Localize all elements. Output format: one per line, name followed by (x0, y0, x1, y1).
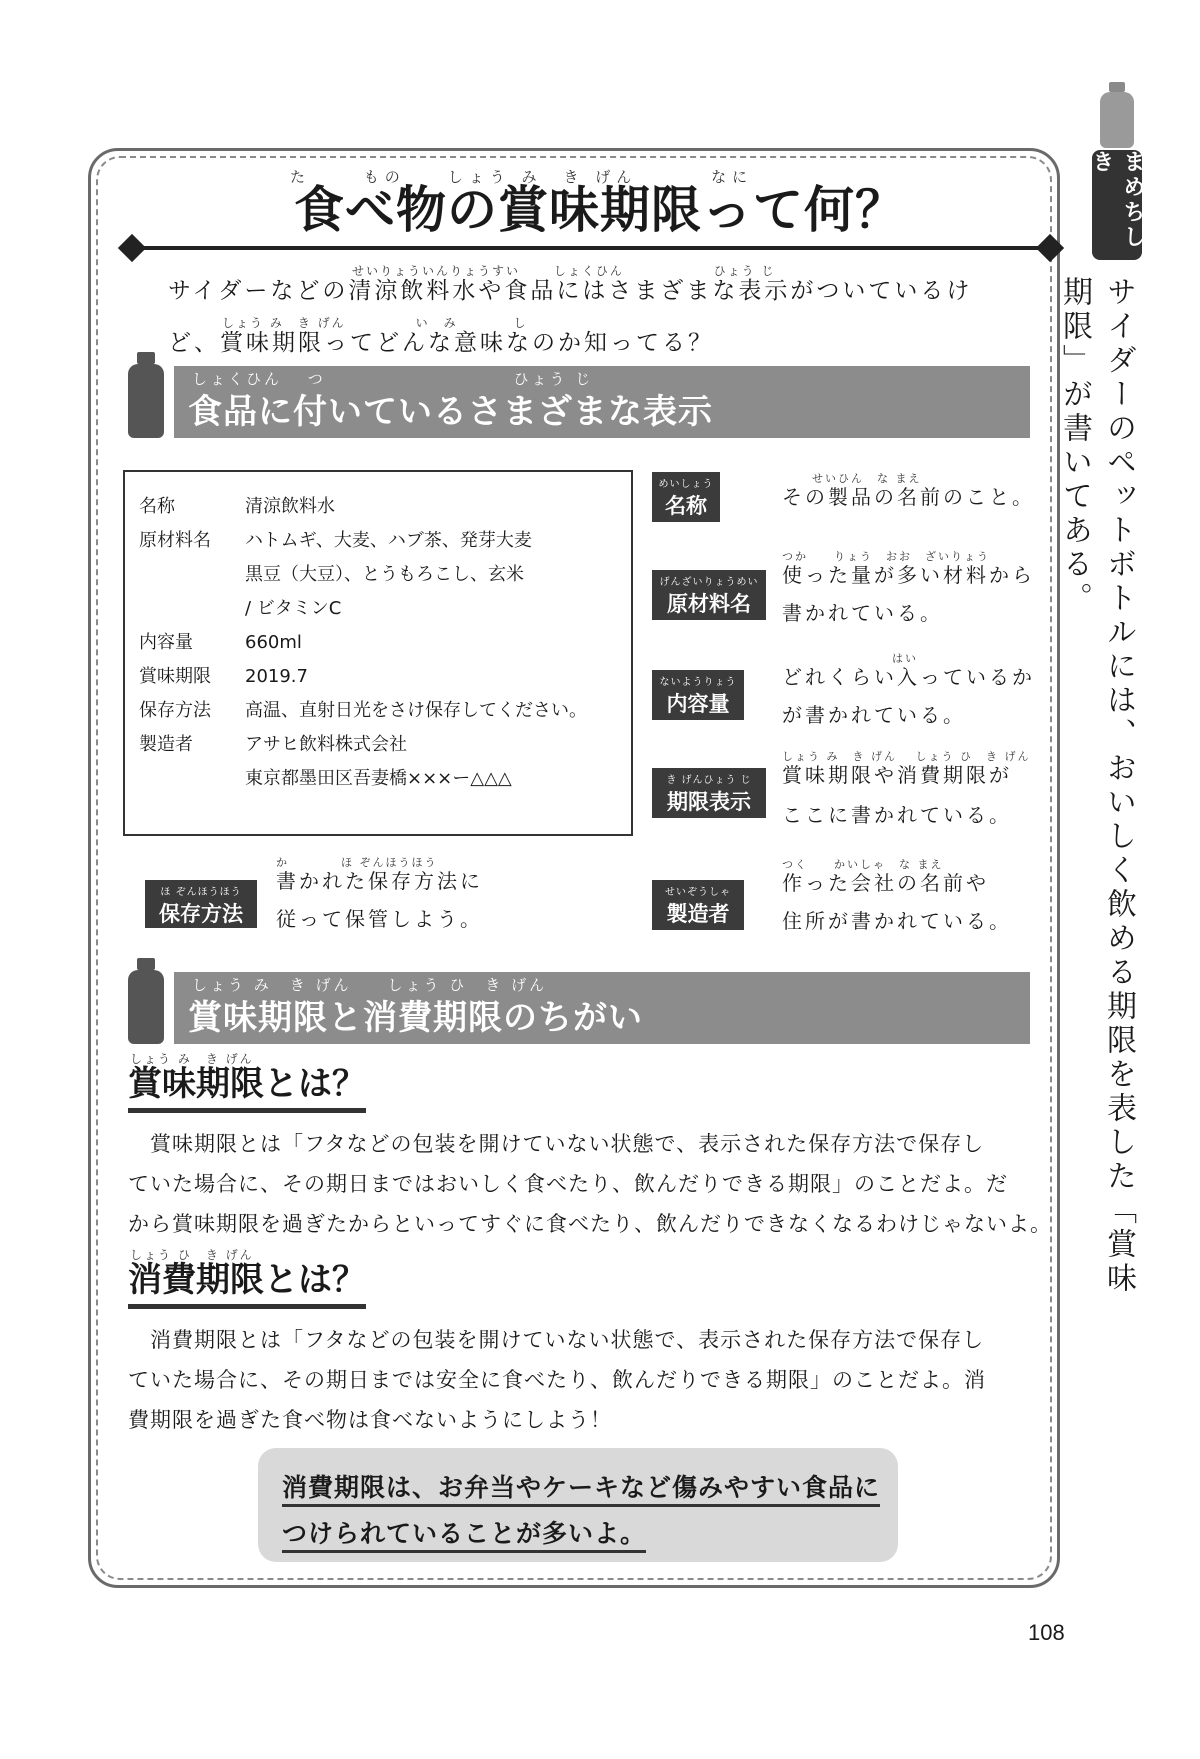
tag-name-desc: その製品の名前のこと。 (782, 485, 1035, 509)
label-row: 原材料名 ハトムギ、大麦、ハブ茶、発芽大麦 (139, 530, 532, 551)
tag-ingredients: げんざいりょうめい 原材料名 (652, 570, 766, 620)
tag-ingredients-desc2: 書かれている。 (782, 601, 943, 625)
note-box (258, 1448, 898, 1562)
label-row: 名称 清涼飲料水 (139, 496, 335, 517)
section1-furigana: しょくひん つ ひょう じ (192, 370, 594, 388)
paragraph-line: ていた場合に、その期日までは安全に食べたり、飲んだりできる期限」のことだよ。消 (128, 1368, 986, 1392)
label-row: 内容量 660ml (139, 632, 302, 653)
paragraph-line: 費期限を過ぎた食べ物は食べないようにしよう！ (128, 1408, 612, 1432)
use-by-heading: 消費期限とは？ (128, 1258, 366, 1309)
paragraph-line: ていた場合に、その期日まではおいしく食べたり、飲んだりできる期限」のことだよ。だ (128, 1172, 1008, 1196)
best-before-paragraph (128, 1124, 1052, 1244)
best-before-heading-furigana: しょう み き げん (130, 1052, 254, 1066)
note-line1: 消費期限は、お弁当やケーキなど傷みやすい食品に (282, 1468, 880, 1507)
section2-furigana: しょう み き げん しょう ひ き げん (192, 976, 548, 994)
best-before-heading: 賞味期限とは？ (128, 1062, 366, 1113)
tag-contents-desc1: どれくらい入っているか (782, 665, 1035, 689)
tag-ingredients-desc1: 使った量が多い材料から (782, 563, 1035, 587)
intro-line1: サイダーなどの清涼飲料水や食品にはさまざまな表示がついているけ (168, 278, 973, 304)
note-line2: つけられていることが多いよ。 (282, 1514, 646, 1553)
tag-name: めいしょう 名称 (652, 472, 720, 522)
section-band-difference (174, 972, 1030, 1044)
label-row: / ビタミンC (245, 598, 342, 619)
tag-maker-desc2: 住所が書かれている。 (782, 909, 1012, 933)
title-furigana: た もの しょう み き げん なに (290, 168, 754, 186)
sidebar-text: サイダーのペットボトルには、おいしく飲める期限を表した「賞味期限」が書いてある。 (1057, 276, 1136, 1296)
tag-storage-desc2: 従って保管しよう。 (276, 907, 483, 931)
tag-storage: ほ ぞんほうほう 保存方法 (145, 880, 257, 928)
use-by-heading-furigana: しょう ひ き げん (130, 1248, 254, 1262)
paragraph-line: から賞味期限を過ぎたからといってすぐに食べたり、飲んだりできなくなるわけじゃないよ。 (128, 1212, 1052, 1236)
intro-line1-furigana: せいりょういんりょうすい しょくひん ひょう じ (352, 264, 776, 278)
label-row: 東京都墨田区吾妻橋×××ー△△△ (245, 768, 512, 789)
tag-expiry-desc-furigana: しょう み き げん しょう ひ き げん (782, 750, 1031, 763)
page-title: 食べ物の賞味期限って何？ (294, 181, 906, 239)
label-row: 製造者 アサヒ飲料株式会社 (139, 734, 407, 755)
tag-contents-desc-furigana: はい (892, 652, 918, 665)
tag-storage-desc-furigana: か ほ ぞんほうほう (276, 856, 438, 869)
tag-contents: ないようりょう 内容量 (652, 670, 744, 720)
use-by-paragraph (128, 1320, 1034, 1440)
tag-maker: せいぞうしゃ 製造者 (652, 880, 744, 930)
label-row: 賞味期限 2019.7 (139, 666, 308, 687)
tag-ingredients-desc-furigana: つか りょう おお ざいりょう (782, 550, 990, 563)
tag-maker-desc-furigana: つく かいしゃ な まえ (782, 858, 944, 871)
tag-expiry: き げんひょう じ 期限表示 (652, 768, 766, 818)
label-row: 黒豆（大豆）、とうもろこし、玄米 (245, 564, 524, 585)
sidebar-tag: まめちしき (1092, 150, 1142, 260)
intro-line2-furigana: しょう み き げん い み し (222, 316, 528, 330)
sidebar-bottle-icon (1100, 82, 1134, 148)
paragraph-line: 消費期限とは「フタなどの包装を開けていない状態で、表示された保存方法で保存し (128, 1328, 985, 1352)
section-band-labels (174, 366, 1030, 438)
section2-heading: 賞味期限と消費期限のちがい (188, 998, 643, 1038)
title-divider (130, 246, 1050, 250)
food-label-box (123, 470, 633, 836)
page-number: 108 (1028, 1620, 1065, 1645)
tag-expiry-desc1: 賞味期限や消費期限が (782, 763, 1012, 787)
paragraph-line: 賞味期限とは「フタなどの包装を開けていない状態で、表示された保存方法で保存し (128, 1132, 985, 1156)
label-row: 保存方法 高温、直射日光をさけ保存してください。 (139, 700, 587, 721)
tag-name-desc-furigana: せいひん な まえ (812, 472, 922, 485)
tag-maker-desc1: 作った会社の名前や (782, 871, 989, 895)
tag-storage-desc1: 書かれた保存方法に (276, 869, 483, 893)
tag-expiry-desc2: ここに書かれている。 (782, 803, 1012, 827)
intro-line2: ど、賞味期限ってどんな意味なのか知ってる？ (168, 330, 714, 356)
section1-heading: 食品に付いているさまざまな表示 (188, 392, 713, 432)
tag-contents-desc2: が書かれている。 (782, 703, 966, 727)
